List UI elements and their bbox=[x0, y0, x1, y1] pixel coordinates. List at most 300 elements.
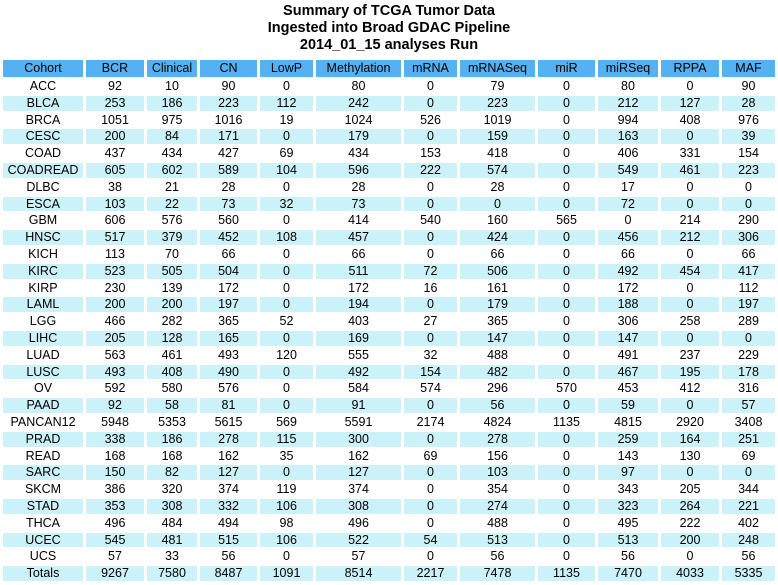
value-cell: 467 bbox=[598, 365, 658, 380]
value-cell: 0 bbox=[404, 230, 457, 245]
value-cell: 412 bbox=[661, 381, 719, 396]
value-cell: 90 bbox=[722, 79, 775, 94]
value-cell: 5591 bbox=[316, 415, 401, 430]
value-cell: 0 bbox=[260, 297, 313, 312]
value-cell: 69 bbox=[404, 449, 457, 464]
value-cell: 296 bbox=[460, 381, 535, 396]
value-cell: 511 bbox=[316, 264, 401, 279]
value-cell: 308 bbox=[147, 499, 197, 514]
value-cell: 69 bbox=[260, 146, 313, 161]
value-cell: 169 bbox=[316, 331, 401, 346]
value-cell: 374 bbox=[316, 482, 401, 497]
cohort-cell: BRCA bbox=[3, 113, 83, 128]
value-cell: 0 bbox=[538, 432, 595, 447]
table-row-acc bbox=[3, 79, 775, 94]
value-cell: 492 bbox=[316, 365, 401, 380]
cohort-cell: SKCM bbox=[3, 482, 83, 497]
value-cell: 0 bbox=[260, 213, 313, 228]
value-cell: 580 bbox=[147, 381, 197, 396]
value-cell: 3408 bbox=[722, 415, 775, 430]
cohort-cell: ESCA bbox=[3, 197, 83, 212]
table-row-kirc bbox=[3, 264, 775, 279]
value-cell: 496 bbox=[316, 516, 401, 531]
cohort-cell: STAD bbox=[3, 499, 83, 514]
value-cell: 494 bbox=[200, 516, 257, 531]
value-cell: 28 bbox=[200, 180, 257, 195]
cohort-cell: PANCAN12 bbox=[3, 415, 83, 430]
value-cell: 35 bbox=[260, 449, 313, 464]
cohort-cell: SARC bbox=[3, 465, 83, 480]
value-cell: 0 bbox=[538, 482, 595, 497]
value-cell: 0 bbox=[260, 365, 313, 380]
value-cell: 197 bbox=[200, 297, 257, 312]
value-cell: 33 bbox=[147, 549, 197, 564]
table-row-sarc bbox=[3, 465, 775, 480]
value-cell: 584 bbox=[316, 381, 401, 396]
value-cell: 1024 bbox=[316, 113, 401, 128]
totals-row bbox=[3, 566, 775, 581]
value-cell: 223 bbox=[722, 163, 775, 178]
value-cell: 57 bbox=[316, 549, 401, 564]
value-cell: 0 bbox=[661, 549, 719, 564]
value-cell: 408 bbox=[147, 365, 197, 380]
value-cell: 223 bbox=[460, 96, 535, 111]
value-cell: 147 bbox=[598, 331, 658, 346]
value-cell: 300 bbox=[316, 432, 401, 447]
value-cell: 1016 bbox=[200, 113, 257, 128]
value-cell: 127 bbox=[316, 465, 401, 480]
value-cell: 0 bbox=[404, 482, 457, 497]
table-row-ucec bbox=[3, 533, 775, 548]
value-cell: 171 bbox=[200, 129, 257, 144]
value-cell: 16 bbox=[404, 281, 457, 296]
value-cell: 27 bbox=[404, 314, 457, 329]
cohort-cell: BLCA bbox=[3, 96, 83, 111]
value-cell: 0 bbox=[538, 297, 595, 312]
value-cell: 0 bbox=[538, 398, 595, 413]
value-cell: 259 bbox=[598, 432, 658, 447]
value-cell: 434 bbox=[316, 146, 401, 161]
value-cell: 212 bbox=[661, 230, 719, 245]
value-cell: 112 bbox=[260, 96, 313, 111]
value-cell: 0 bbox=[538, 465, 595, 480]
table-row-esca bbox=[3, 197, 775, 212]
value-cell: 229 bbox=[722, 348, 775, 363]
value-cell: 379 bbox=[147, 230, 197, 245]
value-cell: 54 bbox=[404, 533, 457, 548]
value-cell: 0 bbox=[404, 398, 457, 413]
value-cell: 0 bbox=[538, 146, 595, 161]
value-cell: 605 bbox=[86, 163, 144, 178]
value-cell: 97 bbox=[598, 465, 658, 480]
value-cell: 0 bbox=[661, 79, 719, 94]
value-cell: 72 bbox=[598, 197, 658, 212]
value-cell: 0 bbox=[404, 297, 457, 312]
value-cell: 127 bbox=[200, 465, 257, 480]
value-cell: 513 bbox=[460, 533, 535, 548]
value-cell: 2217 bbox=[404, 566, 457, 581]
table-row-lusc bbox=[3, 365, 775, 380]
value-cell: 515 bbox=[200, 533, 257, 548]
value-cell: 90 bbox=[200, 79, 257, 94]
value-cell: 456 bbox=[598, 230, 658, 245]
value-cell: 162 bbox=[200, 449, 257, 464]
value-cell: 0 bbox=[661, 129, 719, 144]
value-cell: 493 bbox=[86, 365, 144, 380]
value-cell: 172 bbox=[200, 281, 257, 296]
value-cell: 488 bbox=[460, 348, 535, 363]
value-cell: 212 bbox=[598, 96, 658, 111]
value-cell: 602 bbox=[147, 163, 197, 178]
cohort-cell: LUSC bbox=[3, 365, 83, 380]
table-header-row bbox=[3, 60, 775, 77]
value-cell: 505 bbox=[147, 264, 197, 279]
value-cell: 493 bbox=[200, 348, 257, 363]
value-cell: 5948 bbox=[86, 415, 144, 430]
value-cell: 574 bbox=[404, 381, 457, 396]
value-cell: 237 bbox=[661, 348, 719, 363]
value-cell: 164 bbox=[661, 432, 719, 447]
table-row-cesc bbox=[3, 129, 775, 144]
value-cell: 79 bbox=[460, 79, 535, 94]
value-cell: 0 bbox=[661, 465, 719, 480]
value-cell: 0 bbox=[538, 113, 595, 128]
value-cell: 103 bbox=[86, 197, 144, 212]
column-header-lowp: LowP bbox=[260, 60, 313, 77]
value-cell: 112 bbox=[722, 281, 775, 296]
value-cell: 119 bbox=[260, 482, 313, 497]
value-cell: 139 bbox=[147, 281, 197, 296]
value-cell: 103 bbox=[460, 465, 535, 480]
column-header-mrnaseq: mRNASeq bbox=[460, 60, 535, 77]
value-cell: 92 bbox=[86, 398, 144, 413]
value-cell: 402 bbox=[722, 516, 775, 531]
tcga-summary-table bbox=[0, 58, 778, 583]
value-cell: 160 bbox=[460, 213, 535, 228]
value-cell: 278 bbox=[460, 432, 535, 447]
value-cell: 0 bbox=[260, 381, 313, 396]
value-cell: 0 bbox=[260, 465, 313, 480]
value-cell: 490 bbox=[200, 365, 257, 380]
value-cell: 5335 bbox=[722, 566, 775, 581]
value-cell: 66 bbox=[316, 247, 401, 262]
value-cell: 251 bbox=[722, 432, 775, 447]
cohort-cell: UCS bbox=[3, 549, 83, 564]
value-cell: 0 bbox=[404, 549, 457, 564]
value-cell: 172 bbox=[598, 281, 658, 296]
value-cell: 8514 bbox=[316, 566, 401, 581]
value-cell: 159 bbox=[460, 129, 535, 144]
value-cell: 0 bbox=[404, 180, 457, 195]
value-cell: 417 bbox=[722, 264, 775, 279]
value-cell: 200 bbox=[147, 297, 197, 312]
cohort-cell: LIHC bbox=[3, 331, 83, 346]
value-cell: 57 bbox=[86, 549, 144, 564]
value-cell: 0 bbox=[598, 213, 658, 228]
value-cell: 264 bbox=[661, 499, 719, 514]
value-cell: 365 bbox=[460, 314, 535, 329]
value-cell: 120 bbox=[260, 348, 313, 363]
table-row-stad bbox=[3, 499, 775, 514]
column-header-cohort: Cohort bbox=[3, 60, 83, 77]
value-cell: 66 bbox=[598, 247, 658, 262]
value-cell: 0 bbox=[404, 516, 457, 531]
value-cell: 0 bbox=[460, 197, 535, 212]
table-row-thca bbox=[3, 516, 775, 531]
cohort-cell: KIRC bbox=[3, 264, 83, 279]
value-cell: 576 bbox=[200, 381, 257, 396]
cohort-cell: THCA bbox=[3, 516, 83, 531]
value-cell: 504 bbox=[200, 264, 257, 279]
title-line-3: 2014_01_15 analyses Run bbox=[299, 37, 479, 53]
value-cell: 19 bbox=[260, 113, 313, 128]
value-cell: 0 bbox=[260, 129, 313, 144]
value-cell: 365 bbox=[200, 314, 257, 329]
value-cell: 197 bbox=[722, 297, 775, 312]
value-cell: 0 bbox=[722, 465, 775, 480]
value-cell: 4824 bbox=[460, 415, 535, 430]
value-cell: 106 bbox=[260, 499, 313, 514]
table-row-luad bbox=[3, 348, 775, 363]
value-cell: 0 bbox=[538, 499, 595, 514]
value-cell: 491 bbox=[598, 348, 658, 363]
cohort-cell: KIRP bbox=[3, 281, 83, 296]
value-cell: 73 bbox=[200, 197, 257, 212]
value-cell: 424 bbox=[460, 230, 535, 245]
value-cell: 178 bbox=[722, 365, 775, 380]
value-cell: 331 bbox=[661, 146, 719, 161]
column-header-cn: CN bbox=[200, 60, 257, 77]
value-cell: 161 bbox=[460, 281, 535, 296]
value-cell: 147 bbox=[460, 331, 535, 346]
value-cell: 0 bbox=[538, 549, 595, 564]
value-cell: 221 bbox=[722, 499, 775, 514]
value-cell: 179 bbox=[316, 129, 401, 144]
value-cell: 434 bbox=[147, 146, 197, 161]
value-cell: 565 bbox=[538, 213, 595, 228]
value-cell: 506 bbox=[460, 264, 535, 279]
value-cell: 28 bbox=[722, 96, 775, 111]
value-cell: 248 bbox=[722, 533, 775, 548]
value-cell: 0 bbox=[260, 79, 313, 94]
cohort-cell: KICH bbox=[3, 247, 83, 262]
value-cell: 0 bbox=[404, 465, 457, 480]
value-cell: 492 bbox=[598, 264, 658, 279]
value-cell: 162 bbox=[316, 449, 401, 464]
column-header-clinical: Clinical bbox=[147, 60, 197, 77]
table-row-skcm bbox=[3, 482, 775, 497]
value-cell: 91 bbox=[316, 398, 401, 413]
value-cell: 0 bbox=[661, 180, 719, 195]
value-cell: 560 bbox=[200, 213, 257, 228]
value-cell: 154 bbox=[404, 365, 457, 380]
value-cell: 1019 bbox=[460, 113, 535, 128]
value-cell: 0 bbox=[538, 348, 595, 363]
value-cell: 143 bbox=[598, 449, 658, 464]
value-cell: 278 bbox=[200, 432, 257, 447]
value-cell: 517 bbox=[86, 230, 144, 245]
value-cell: 150 bbox=[86, 465, 144, 480]
value-cell: 200 bbox=[86, 129, 144, 144]
table-row-brca bbox=[3, 113, 775, 128]
value-cell: 353 bbox=[86, 499, 144, 514]
value-cell: 574 bbox=[460, 163, 535, 178]
value-cell: 230 bbox=[86, 281, 144, 296]
value-cell: 0 bbox=[404, 79, 457, 94]
value-cell: 0 bbox=[404, 432, 457, 447]
value-cell: 104 bbox=[260, 163, 313, 178]
value-cell: 66 bbox=[722, 247, 775, 262]
value-cell: 80 bbox=[316, 79, 401, 94]
value-cell: 130 bbox=[661, 449, 719, 464]
value-cell: 0 bbox=[538, 197, 595, 212]
cohort-cell: GBM bbox=[3, 213, 83, 228]
value-cell: 39 bbox=[722, 129, 775, 144]
value-cell: 589 bbox=[200, 163, 257, 178]
value-cell: 0 bbox=[661, 398, 719, 413]
value-cell: 555 bbox=[316, 348, 401, 363]
table-row-laml bbox=[3, 297, 775, 312]
value-cell: 549 bbox=[598, 163, 658, 178]
value-cell: 332 bbox=[200, 499, 257, 514]
table-row-kirp bbox=[3, 281, 775, 296]
value-cell: 66 bbox=[200, 247, 257, 262]
value-cell: 186 bbox=[147, 432, 197, 447]
value-cell: 427 bbox=[200, 146, 257, 161]
value-cell: 92 bbox=[86, 79, 144, 94]
value-cell: 56 bbox=[722, 549, 775, 564]
value-cell: 4033 bbox=[661, 566, 719, 581]
value-cell: 128 bbox=[147, 331, 197, 346]
table-row-lihc bbox=[3, 331, 775, 346]
value-cell: 0 bbox=[260, 281, 313, 296]
value-cell: 0 bbox=[722, 180, 775, 195]
cohort-cell: COAD bbox=[3, 146, 83, 161]
table-row-coadread bbox=[3, 163, 775, 178]
cohort-cell: HNSC bbox=[3, 230, 83, 245]
value-cell: 56 bbox=[460, 549, 535, 564]
value-cell: 289 bbox=[722, 314, 775, 329]
cohort-cell: OV bbox=[3, 381, 83, 396]
value-cell: 4815 bbox=[598, 415, 658, 430]
value-cell: 466 bbox=[86, 314, 144, 329]
value-cell: 7478 bbox=[460, 566, 535, 581]
value-cell: 2920 bbox=[661, 415, 719, 430]
value-cell: 0 bbox=[661, 247, 719, 262]
value-cell: 38 bbox=[86, 180, 144, 195]
table-row-kich bbox=[3, 247, 775, 262]
value-cell: 56 bbox=[598, 549, 658, 564]
value-cell: 56 bbox=[200, 549, 257, 564]
value-cell: 0 bbox=[538, 365, 595, 380]
value-cell: 290 bbox=[722, 213, 775, 228]
value-cell: 0 bbox=[260, 398, 313, 413]
column-header-maf: MAF bbox=[722, 60, 775, 77]
value-cell: 242 bbox=[316, 96, 401, 111]
value-cell: 461 bbox=[661, 163, 719, 178]
value-cell: 194 bbox=[316, 297, 401, 312]
value-cell: 0 bbox=[260, 331, 313, 346]
value-cell: 168 bbox=[86, 449, 144, 464]
column-header-methylation: Methylation bbox=[316, 60, 401, 77]
cohort-cell: COADREAD bbox=[3, 163, 83, 178]
value-cell: 0 bbox=[538, 516, 595, 531]
value-cell: 0 bbox=[661, 197, 719, 212]
value-cell: 576 bbox=[147, 213, 197, 228]
table-row-ucs bbox=[3, 549, 775, 564]
value-cell: 163 bbox=[598, 129, 658, 144]
value-cell: 0 bbox=[538, 96, 595, 111]
cohort-cell: DLBC bbox=[3, 180, 83, 195]
value-cell: 452 bbox=[200, 230, 257, 245]
value-cell: 0 bbox=[404, 331, 457, 346]
value-cell: 0 bbox=[538, 230, 595, 245]
table-row-prad bbox=[3, 432, 775, 447]
value-cell: 0 bbox=[260, 180, 313, 195]
value-cell: 1135 bbox=[538, 415, 595, 430]
value-cell: 1051 bbox=[86, 113, 144, 128]
value-cell: 165 bbox=[200, 331, 257, 346]
value-cell: 482 bbox=[460, 365, 535, 380]
cohort-cell: LAML bbox=[3, 297, 83, 312]
value-cell: 70 bbox=[147, 247, 197, 262]
value-cell: 320 bbox=[147, 482, 197, 497]
table-row-ov bbox=[3, 381, 775, 396]
value-cell: 2174 bbox=[404, 415, 457, 430]
value-cell: 545 bbox=[86, 533, 144, 548]
value-cell: 222 bbox=[404, 163, 457, 178]
value-cell: 461 bbox=[147, 348, 197, 363]
column-header-rppa: RPPA bbox=[661, 60, 719, 77]
value-cell: 81 bbox=[200, 398, 257, 413]
value-cell: 338 bbox=[86, 432, 144, 447]
value-cell: 457 bbox=[316, 230, 401, 245]
value-cell: 10 bbox=[147, 79, 197, 94]
value-cell: 386 bbox=[86, 482, 144, 497]
value-cell: 481 bbox=[147, 533, 197, 548]
value-cell: 127 bbox=[661, 96, 719, 111]
column-header-mir: miR bbox=[538, 60, 595, 77]
value-cell: 437 bbox=[86, 146, 144, 161]
cohort-cell: ACC bbox=[3, 79, 83, 94]
table-row-gbm bbox=[3, 213, 775, 228]
value-cell: 484 bbox=[147, 516, 197, 531]
value-cell: 0 bbox=[404, 499, 457, 514]
cohort-cell: READ bbox=[3, 449, 83, 464]
value-cell: 526 bbox=[404, 113, 457, 128]
value-cell: 32 bbox=[404, 348, 457, 363]
value-cell: 179 bbox=[460, 297, 535, 312]
value-cell: 222 bbox=[661, 516, 719, 531]
value-cell: 223 bbox=[200, 96, 257, 111]
value-cell: 0 bbox=[661, 297, 719, 312]
table-row-hnsc bbox=[3, 230, 775, 245]
value-cell: 0 bbox=[404, 96, 457, 111]
value-cell: 0 bbox=[661, 331, 719, 346]
value-cell: 113 bbox=[86, 247, 144, 262]
value-cell: 80 bbox=[598, 79, 658, 94]
value-cell: 976 bbox=[722, 113, 775, 128]
table-row-blca bbox=[3, 96, 775, 111]
value-cell: 488 bbox=[460, 516, 535, 531]
page-title bbox=[0, 0, 778, 54]
value-cell: 994 bbox=[598, 113, 658, 128]
value-cell: 414 bbox=[316, 213, 401, 228]
value-cell: 0 bbox=[538, 163, 595, 178]
value-cell: 8487 bbox=[200, 566, 257, 581]
value-cell: 72 bbox=[404, 264, 457, 279]
value-cell: 115 bbox=[260, 432, 313, 447]
